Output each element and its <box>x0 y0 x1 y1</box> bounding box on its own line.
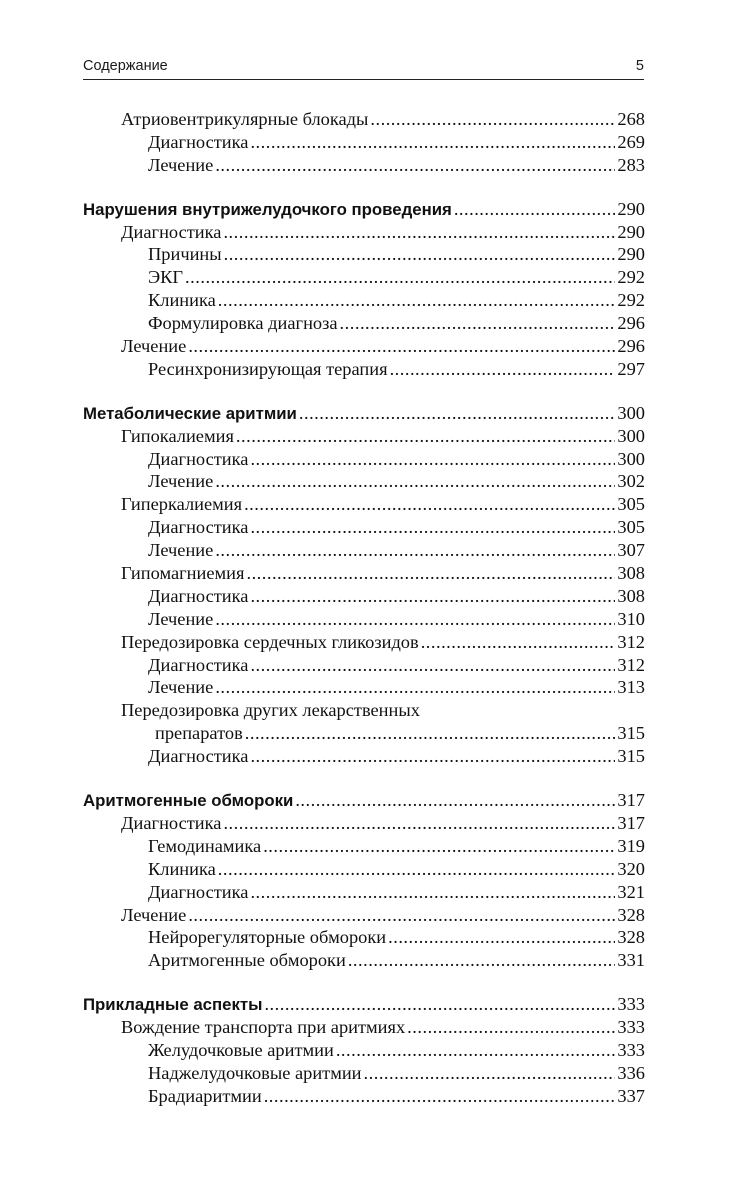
dot-leader <box>215 608 615 631</box>
toc-entry-title: Лечение <box>148 154 214 175</box>
dot-leader <box>218 289 616 312</box>
toc-entry-title: Атриовентрикулярные блокады <box>121 109 369 129</box>
toc-entry-title: Гемодинамика <box>148 835 262 856</box>
toc-group-av-blocks <box>83 108 645 177</box>
toc-entry-page: 333 <box>617 994 645 1015</box>
toc-entry-title: Диагностика <box>121 812 222 833</box>
toc-entry-title: ЭКГ <box>148 267 184 288</box>
dot-leader <box>188 335 615 358</box>
dot-leader <box>250 131 615 154</box>
dot-leader <box>246 562 615 585</box>
toc-entry[interactable] <box>83 745 645 768</box>
toc-entry-title: Передозировка сердечных гликозидов <box>121 631 419 652</box>
toc-entry-page: 268 <box>617 109 645 129</box>
dot-leader <box>370 108 615 131</box>
dot-leader <box>336 1039 616 1062</box>
toc-entry[interactable] <box>83 425 645 448</box>
toc-entry-page: 300 <box>617 425 645 446</box>
dot-leader <box>215 539 615 562</box>
toc-entry[interactable] <box>83 949 645 972</box>
toc-entry[interactable] <box>83 631 645 654</box>
toc-entry[interactable] <box>83 1039 645 1062</box>
toc-group-metabolic <box>83 402 645 768</box>
toc-entry-title: Ресинхронизирующая терапия <box>148 358 388 379</box>
toc-entry-page: 290 <box>617 221 645 242</box>
toc-entry-page: 296 <box>617 336 645 357</box>
toc-entry-page: 315 <box>617 723 645 744</box>
toc-entry-page: 315 <box>617 746 645 767</box>
toc-entry-page: 305 <box>617 494 645 515</box>
running-header <box>83 56 644 76</box>
toc-entry-title: Желудочковые аритмии <box>148 1039 334 1060</box>
toc-chapter[interactable] <box>83 789 645 812</box>
dot-leader <box>215 470 615 493</box>
toc-entry-page: 290 <box>617 198 645 219</box>
toc-entry-page: 296 <box>617 313 645 334</box>
toc-entry[interactable] <box>83 858 645 881</box>
toc-entry-title: Диагностика <box>148 517 249 538</box>
toc-entry-title: Лечение <box>148 677 214 698</box>
toc-entry-title: Диагностика <box>121 221 222 242</box>
toc-group-intraventricular <box>83 198 645 381</box>
toc-entry[interactable] <box>83 904 645 927</box>
toc-entry-page: 328 <box>617 904 645 925</box>
toc-entry[interactable] <box>83 266 645 289</box>
dot-leader <box>407 1016 615 1039</box>
toc-entry-page: 317 <box>617 790 645 811</box>
dot-leader <box>215 676 615 699</box>
header-title: Содержание <box>83 58 168 74</box>
toc-entry[interactable] <box>83 608 645 631</box>
toc-entry[interactable] <box>83 585 645 608</box>
dot-leader <box>188 904 615 927</box>
toc-entry-page: 308 <box>617 563 645 584</box>
toc-entry[interactable] <box>83 926 645 949</box>
toc-entry-title: Вождение транспорта при аритмиях <box>121 1017 406 1038</box>
toc-entry-page: 307 <box>617 540 645 561</box>
dot-leader <box>245 722 616 745</box>
toc-entry-title: Гипокалиемия <box>121 425 234 446</box>
dot-leader <box>454 198 616 221</box>
toc-entry-title: Нейрорегуляторные обмороки <box>148 927 387 948</box>
toc-entry-title: Лечение <box>148 608 214 629</box>
toc-entry-page: 331 <box>617 950 645 971</box>
toc-chapter-title: Аритмогенные обмороки <box>83 791 294 811</box>
toc-entry[interactable] <box>83 470 645 493</box>
toc-entry-title: Диагностика <box>148 131 249 152</box>
toc-entry-title: Наджелудочковые аритмии <box>148 1062 362 1083</box>
toc-chapter[interactable] <box>83 993 645 1016</box>
header-page-number: 5 <box>635 58 644 74</box>
toc-entry-page: 297 <box>617 358 645 379</box>
toc-entry-title: Диагностика <box>148 448 249 469</box>
toc-entry[interactable] <box>83 1085 645 1108</box>
toc-entry-page: 312 <box>617 654 645 675</box>
toc-entry[interactable] <box>83 516 645 539</box>
dot-leader <box>364 1062 616 1085</box>
dot-leader <box>223 812 615 835</box>
toc-entry[interactable] <box>83 722 645 745</box>
toc-entry-page: 292 <box>617 267 645 288</box>
toc-entry-page: 300 <box>617 402 645 423</box>
toc-entry[interactable] <box>83 1016 645 1039</box>
toc-entry-title: Диагностика <box>148 746 249 767</box>
dot-leader <box>244 493 615 516</box>
toc-entry-page: 310 <box>617 608 645 629</box>
dot-leader <box>264 1085 616 1108</box>
toc-entry-page: 336 <box>617 1062 645 1083</box>
toc-entry-page: 328 <box>617 927 645 948</box>
toc-entry[interactable] <box>83 562 645 585</box>
toc-entry-page: 305 <box>617 517 645 538</box>
toc-entry[interactable] <box>83 676 645 699</box>
toc-entry[interactable] <box>83 881 645 904</box>
toc-entry[interactable] <box>83 154 645 177</box>
dot-leader <box>250 516 615 539</box>
dot-leader <box>390 358 616 381</box>
toc-entry-title: Аритмогенные обмороки <box>148 950 346 971</box>
dot-leader <box>223 221 615 244</box>
toc-entry[interactable] <box>83 335 645 358</box>
toc-entry-page: 308 <box>617 585 645 606</box>
dot-leader <box>236 425 615 448</box>
toc-entry-page: 313 <box>617 677 645 698</box>
toc-entry-title: Диагностика <box>148 585 249 606</box>
dot-leader <box>295 789 615 812</box>
header-rule <box>83 79 644 80</box>
dot-leader <box>250 745 615 768</box>
toc-entry-title: Лечение <box>148 471 214 492</box>
dot-leader <box>299 402 616 425</box>
dot-leader <box>250 654 615 677</box>
toc-entry-page: 337 <box>617 1085 645 1106</box>
toc-entry-page: 292 <box>617 290 645 311</box>
toc-entry-page: 320 <box>617 858 645 879</box>
toc-entry-page: 269 <box>617 131 645 152</box>
toc-chapter-title: Метаболические аритмии <box>83 403 297 423</box>
toc-entry-title: Формулировка диагноза <box>148 313 338 334</box>
toc-entry-title: Лечение <box>121 904 187 925</box>
toc-entry[interactable] <box>83 243 645 266</box>
toc-entry-page: 319 <box>617 835 645 856</box>
toc-entry[interactable] <box>83 131 645 154</box>
toc-entry[interactable] <box>83 1062 645 1085</box>
toc-entry[interactable] <box>83 835 645 858</box>
toc-entry[interactable] <box>83 221 645 244</box>
toc-entry-title: Брадиаритмии <box>148 1085 262 1106</box>
toc-entry-page: 290 <box>617 244 645 265</box>
toc-chapter[interactable] <box>83 198 645 221</box>
toc-entry-page: 333 <box>617 1017 645 1038</box>
toc-entry[interactable] <box>83 108 645 131</box>
dot-leader <box>250 585 615 608</box>
toc-entry-title: Гипомагниемия <box>121 563 245 584</box>
toc-chapter-title: Нарушения внутрижелудочкого проведения <box>83 199 452 219</box>
toc-entry-page: 312 <box>617 631 645 652</box>
toc-entry-title: препаратов <box>155 723 243 744</box>
toc-entry-title: Причины <box>148 244 222 265</box>
toc-entry-page: 333 <box>617 1039 645 1060</box>
dot-leader <box>263 835 615 858</box>
dot-leader <box>224 243 616 266</box>
dot-leader <box>185 266 615 289</box>
dot-leader <box>250 448 615 471</box>
toc-entry-page: 283 <box>617 154 645 175</box>
dot-leader <box>218 858 616 881</box>
dot-leader <box>421 631 616 654</box>
toc-entry-title: Лечение <box>148 540 214 561</box>
toc-chapter-title: Прикладные аспекты <box>83 995 263 1015</box>
toc-entry[interactable] <box>83 289 645 312</box>
toc-entry-title: Гиперкалиемия <box>121 494 243 515</box>
toc-entry[interactable] <box>83 812 645 835</box>
toc-entry-title: Лечение <box>121 336 187 357</box>
dot-leader <box>388 926 615 949</box>
toc-entry[interactable] <box>83 654 645 677</box>
toc-entry-page: 317 <box>617 812 645 833</box>
dot-leader <box>340 312 616 335</box>
toc-entry-title: Диагностика <box>148 881 249 902</box>
toc-entry[interactable] <box>83 448 645 471</box>
toc-entry-title: Диагностика <box>148 654 249 675</box>
dot-leader <box>348 949 616 972</box>
toc-entry-page: 302 <box>617 471 645 492</box>
toc-group-syncope <box>83 789 645 972</box>
toc-entry[interactable] <box>83 493 645 516</box>
toc-entry[interactable] <box>83 539 645 562</box>
toc-entry-title: Клиника <box>148 290 216 311</box>
dot-leader <box>215 154 615 177</box>
table-of-contents <box>83 108 645 1129</box>
toc-entry-page: 321 <box>617 881 645 902</box>
toc-entry[interactable] <box>83 312 645 335</box>
toc-chapter[interactable] <box>83 402 645 425</box>
dot-leader <box>264 993 615 1016</box>
toc-entry[interactable] <box>83 358 645 381</box>
toc-entry-page: 300 <box>617 448 645 469</box>
toc-entry-title: Клиника <box>148 858 216 879</box>
dot-leader <box>250 881 615 904</box>
toc-entry-title-line1[interactable]: Передозировка других лекарственных <box>121 700 420 721</box>
toc-group-applied <box>83 993 645 1107</box>
